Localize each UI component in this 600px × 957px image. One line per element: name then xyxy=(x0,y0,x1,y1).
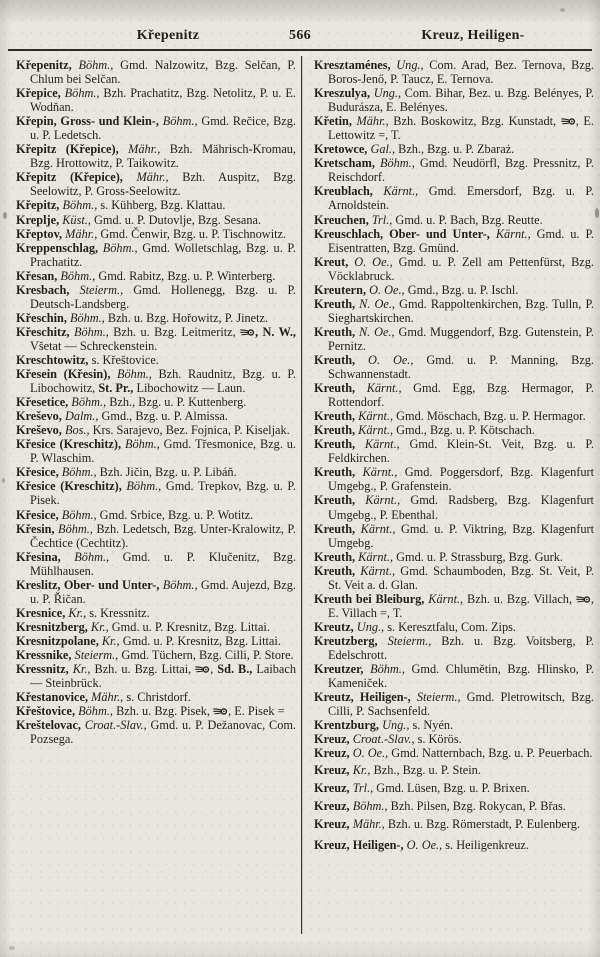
region-abbrev: Kr., xyxy=(98,633,120,648)
headword: Kreublach, xyxy=(314,184,373,199)
entry-text: Com. Arad, Bez. Ternova, Bzg. Boros-Jenő, P. Taucz, E. Ternova. xyxy=(328,58,595,87)
headword: Kreuz, xyxy=(314,763,350,778)
headword: Kreuth bei Bleiburg, xyxy=(314,591,425,606)
gazetteer-entry xyxy=(16,409,296,423)
entry-text: s. Křeštovice. xyxy=(88,352,159,367)
gazetteer-entry xyxy=(16,662,296,690)
entry-text: s. Keresztfalu, Com. Zips. xyxy=(384,619,516,634)
entry-text: Gmd. u. P. Dutovlje, Bzg. Sesana. xyxy=(90,212,262,227)
gazetteer-entry xyxy=(16,690,296,704)
region-abbrev: Mähr., xyxy=(351,114,389,129)
entry-text: Gmd. Neudörfl, Bzg. Pressnitz, P. Reischdorf. xyxy=(328,156,594,185)
headword: Kreut, xyxy=(314,254,349,269)
entry-text: Gmd. Třesmonice, Bzg. u. P. Wlaschim. xyxy=(30,437,297,466)
headword: Kressnitz, xyxy=(16,662,69,677)
gazetteer-entry xyxy=(16,269,296,283)
gazetteer-entry xyxy=(314,550,594,564)
gazetteer-entry xyxy=(16,522,296,550)
region-abbrev: Kärnt., xyxy=(355,493,401,508)
region-abbrev: Böhm., xyxy=(60,549,110,564)
region-abbrev: Trl., xyxy=(368,212,393,227)
region-abbrev: Böhm., xyxy=(121,479,162,494)
gazetteer-entry xyxy=(16,479,296,507)
headword: Kreutz, xyxy=(314,619,354,634)
entry-text: Gmd. u. P. Bach, Bzg. Reutte. xyxy=(392,212,543,227)
region-abbrev: Croat.-Slav., xyxy=(81,718,147,733)
headword: Kreuth, xyxy=(314,409,356,424)
entry-text: Gmd. Rabitz, Bzg. u. P. Winterberg. xyxy=(95,268,276,283)
scan-speckle xyxy=(3,212,7,219)
entry-text: Gmd. Natternbach, Bzg. u. P. Peuerbach. xyxy=(388,746,593,761)
gazetteer-entry xyxy=(16,142,296,170)
region-abbrev: Kärnt., xyxy=(355,381,402,396)
region-abbrev: Böhm., xyxy=(98,240,138,255)
gazetteer-entry xyxy=(314,58,594,86)
headword: Kresnitzpolane, xyxy=(16,633,99,648)
headword: Kreuth, xyxy=(314,549,356,564)
region-abbrev: Kr., xyxy=(87,619,109,634)
region-abbrev: Ung., xyxy=(379,718,410,733)
gazetteer-column-right xyxy=(314,58,594,852)
gazetteer-entry xyxy=(314,213,594,227)
entry-text: Všetat — Schreckenstein. xyxy=(30,338,158,353)
gazetteer-entry xyxy=(16,508,296,522)
entry-text: Bzh. Boskowitz, Bzg. Kunstadt, xyxy=(388,114,561,129)
gazetteer-entry xyxy=(16,704,296,718)
entry-text: Bzh. u. Bzg. Leitmeritz, xyxy=(108,324,241,339)
headword: Kreuz, xyxy=(314,799,350,814)
gazetteer-entry xyxy=(314,522,594,550)
headword: Kreuz, Heiligen-, xyxy=(314,837,404,852)
entry-text: Bzh. Prachatitz, Bzg. Netolitz, P. u. E. Wodňan. xyxy=(30,86,296,115)
entry-text: Gmd. Poggersdorf, Bzg. Klagenfurt Umgebg., P. Grafenstein. xyxy=(328,465,594,494)
gazetteer-entry xyxy=(314,838,594,852)
region-abbrev: Böhm., xyxy=(110,367,152,382)
entry-text: Gmd. u. P. Eisentratten, Bzg. Gmünd. xyxy=(328,226,594,255)
headword: Kreuz, xyxy=(314,746,350,761)
headword: Křestanovice, xyxy=(16,690,89,705)
entry-text: Gmd. Klein-St. Veit, Bzg. u. P. Feldkirchen. xyxy=(328,437,594,466)
headword: Kreševo, xyxy=(16,409,62,424)
region-abbrev: Steierm., xyxy=(410,690,461,705)
gazetteer-entry xyxy=(16,325,296,353)
gazetteer-entry xyxy=(314,114,594,142)
header-rule xyxy=(8,49,592,51)
railway-icon xyxy=(240,325,255,339)
region-abbrev: Kärnt., xyxy=(355,423,394,438)
entry-text: , xyxy=(210,662,218,677)
railway-icon xyxy=(576,592,591,606)
entry-text: Gmd. Lüsen, Bzg. u. P. Brixen. xyxy=(373,781,530,796)
region-abbrev: Böhm., xyxy=(349,799,388,814)
gazetteer-entry xyxy=(314,227,594,255)
gazetteer-entry xyxy=(16,550,296,578)
gazetteer-entry xyxy=(16,395,296,409)
entry-text: Bzh., Bzg. u. P. Kuttenberg. xyxy=(106,395,247,410)
gazetteer-entry xyxy=(314,718,594,732)
entry-text: Gmd. u. P. Klučenitz, Bzg. Mühlhausen. xyxy=(30,549,296,578)
entry-text: Bzh. Mährisch-Kromau, Bzg. Hrottowitz, P. Taikowitz. xyxy=(30,142,297,171)
headword: Kreuz, xyxy=(314,732,350,747)
gazetteer-entry xyxy=(314,732,594,746)
entry-text: , E. Villach =, T. xyxy=(328,591,594,620)
region-abbrev: O. Oe., xyxy=(348,254,393,269)
gazetteer-entry xyxy=(314,746,594,760)
entry-text: Gmd. Rečice, Bzg. u. P. Ledetsch. xyxy=(30,114,296,143)
gazetteer-entry xyxy=(16,283,296,311)
entry-text: Gmd. Trepkov, Bzg. u. P. Pisek. xyxy=(30,479,296,508)
gazetteer-entry xyxy=(314,437,594,465)
entry-text: Gmd. Rappoltenkirchen, Bzg. Tulln, P. Sieghartskirchen. xyxy=(328,296,594,325)
gazetteer-entry xyxy=(16,634,296,648)
headword: Křepitz (Křepice), xyxy=(16,142,119,157)
entry-text: s. Heiligenkreuz. xyxy=(442,837,529,852)
headword: Kreuth, xyxy=(314,563,356,578)
headword: Kreplje, xyxy=(16,212,60,227)
headword: Křesin, xyxy=(16,521,55,536)
region-abbrev: Böhm., xyxy=(75,704,113,719)
entry-text: Gmd. u. P. Viktring, Bzg. Klagenfurt Umgebg. xyxy=(328,521,594,550)
gazetteer-entry xyxy=(314,184,594,212)
headword: Křepenitz, xyxy=(16,58,72,72)
region-abbrev: Böhm., xyxy=(71,58,114,72)
gazetteer-entry xyxy=(16,423,296,437)
region-abbrev: Mähr., xyxy=(62,226,98,241)
gazetteer-entry xyxy=(314,781,594,795)
scan-speckle xyxy=(9,946,15,950)
headword: Křeschin, xyxy=(16,310,67,325)
headword: Kreuth, xyxy=(314,296,356,311)
gazetteer-entry xyxy=(314,297,594,325)
headword: Kreuschlach, Ober- und Unter-, xyxy=(314,226,490,241)
entry-text: Gmd. Hollenegg, Bzg. u. P. Deutsch-Landsberg. xyxy=(30,282,296,311)
railway-icon xyxy=(561,114,576,128)
headword: Kreszulya, xyxy=(314,86,371,101)
entry-text: , E. Lettowitz =, T. xyxy=(328,114,595,143)
headword: Kreuchen, xyxy=(314,212,369,227)
entry-text: Gmd., Bzg. u. P. Kötschach. xyxy=(393,423,535,438)
region-abbrev: Kärnt., xyxy=(355,437,400,452)
entry-text: s. Kühberg, Bzg. Klattau. xyxy=(97,198,226,213)
entry-text: , E. Pisek = xyxy=(228,704,285,719)
region-abbrev: Mähr., xyxy=(349,817,385,832)
entry-text: Gmd. u. P. Strassburg, Bzg. Gurk. xyxy=(393,549,563,564)
region-abbrev: O. Oe., xyxy=(366,282,405,297)
region-abbrev: N. Oe., xyxy=(355,324,395,339)
entry-text: Bzh. u. Bzg. Villach, xyxy=(463,591,576,606)
entry-text: Gmd., Bzg. u. P. Almissa. xyxy=(98,409,228,424)
gazetteer-entry xyxy=(314,690,594,718)
gazetteer-entry xyxy=(16,606,296,620)
scan-speckle xyxy=(560,8,565,12)
region-abbrev: Böhm., xyxy=(363,662,405,677)
gazetteer-entry xyxy=(16,58,296,86)
region-abbrev: Böhm., xyxy=(58,465,97,480)
entry-text: Bzh. Auspitz, Bzg. Seelowitz, P. Gross-Seelowitz. xyxy=(30,170,296,199)
headword: Kreuz, xyxy=(314,781,350,796)
headword: Křesina, xyxy=(16,549,61,564)
gazetteer-entry xyxy=(16,353,296,367)
headword: Kreštelovac, xyxy=(16,718,81,733)
running-head-left: Křepenitz xyxy=(136,28,200,43)
headword: Krentzburg, xyxy=(314,718,380,733)
gazetteer-entry xyxy=(314,255,594,283)
gazetteer-entry xyxy=(314,662,594,690)
headword: Kreuth, xyxy=(314,437,356,452)
entry-text: Com. Bihar, Bez. u. Bzg. Belényes, P. Budurásza, E. Belényes. xyxy=(328,86,594,115)
region-abbrev: Böhm., xyxy=(121,437,160,452)
headword: Kresnice, xyxy=(16,605,66,620)
railway-icon xyxy=(213,704,228,718)
railway-icon xyxy=(195,662,210,676)
region-abbrev: Böhm., xyxy=(54,521,93,536)
entry-text: Gmd. u. P. Kresnitz, Bzg. Littai. xyxy=(119,633,281,648)
region-abbrev: Kärnt., xyxy=(355,549,394,564)
page-number: 566 xyxy=(289,28,311,43)
headword: Kresbach, xyxy=(16,282,70,297)
region-abbrev: Gal., xyxy=(367,142,396,157)
gazetteer-entry xyxy=(16,227,296,241)
headword: Kreutzberg, xyxy=(314,633,378,648)
gazetteer-entry xyxy=(314,353,594,381)
headword: Kreuz, xyxy=(314,817,350,832)
region-abbrev: Böhm., xyxy=(59,198,98,213)
headword: Křesein (Křesin), xyxy=(16,367,111,382)
region-abbrev: Küst., xyxy=(59,212,91,227)
headword: Kreuth, xyxy=(314,324,356,339)
headword: Kresnitzberg, xyxy=(16,619,88,634)
column-divider-rule xyxy=(301,56,303,934)
region-abbrev: Böhm., xyxy=(68,395,107,410)
entry-text: Bzh. Raudnitz, Bzg. u. P. Libochowitz, xyxy=(30,367,296,396)
entry-text: Gmd. Muggendorf, Bzg. Gutenstein, P. Pernitz. xyxy=(328,324,594,353)
gazetteer-entry xyxy=(314,634,594,662)
entry-text: s. Nyén. xyxy=(409,718,454,733)
gazetteer-entry xyxy=(314,409,594,423)
region-abbrev: Steierm., xyxy=(71,647,119,662)
headword: Křesice (Kreschitz), xyxy=(16,479,122,494)
region-abbrev: Kr., xyxy=(349,763,371,778)
entry-text: Gmd. Wolletschlag, Bzg. u. P. Prachatitz. xyxy=(30,240,296,269)
headword: Křepice, xyxy=(16,86,61,101)
entry-text: Gmd. Chlumětin, Bzg. Hlinsko, P. Kameniček. xyxy=(328,662,595,691)
region-abbrev: N. Oe., xyxy=(355,296,396,311)
entry-text: Gmd. u. P. Dežanovac, Com. Pozsega. xyxy=(30,718,296,747)
gazetteer-entry xyxy=(16,311,296,325)
gazetteer-entry xyxy=(314,493,594,521)
gazetteer-entry xyxy=(16,578,296,606)
gazetteer-entry xyxy=(16,170,296,198)
region-abbrev: Steierm., xyxy=(377,633,432,648)
region-abbrev: Trl., xyxy=(349,781,374,796)
region-abbrev: Mähr., xyxy=(118,142,161,157)
gazetteer-entry xyxy=(314,799,594,813)
entry-text: Bzh. Ledetsch, Bzg. Unter-Kralowitz, P. Čechtice (Cechtitz). xyxy=(30,521,296,550)
gazetteer-entry xyxy=(16,241,296,269)
headword: Křesan, xyxy=(16,268,58,283)
region-abbrev: Mähr., xyxy=(88,690,124,705)
gazetteer-entry xyxy=(16,367,296,395)
entry-text: Gmd. Nalzowitz, Bzg. Selčan, P. Chlum bei Selčan. xyxy=(30,58,296,87)
headword: Křeštovice, xyxy=(16,704,76,719)
entry-text: Bzh., Bzg. u. P. Zbaraż. xyxy=(395,142,515,157)
headword: Kreutern, xyxy=(314,282,367,297)
entry-text: Bzh., Bzg. u. P. Stein. xyxy=(370,763,481,778)
gazetteer-entry xyxy=(314,325,594,353)
region-abbrev: Kr., xyxy=(65,605,87,620)
entry-text: s. Christdorf. xyxy=(123,690,191,705)
entry-text: Gmd. u. P. Manning, Bzg. Schwannenstadt. xyxy=(328,352,594,382)
gazetteer-entry xyxy=(16,437,296,465)
gazetteer-entry xyxy=(314,763,594,777)
region-abbrev: Dalm., xyxy=(61,409,99,424)
region-abbrev: Ung., xyxy=(353,619,385,634)
headword: St. Pr., xyxy=(98,381,134,396)
gazetteer-entry xyxy=(314,142,594,156)
region-abbrev: Kärnt., xyxy=(355,409,394,424)
headword: Kreuth, xyxy=(314,423,356,438)
entry-text: Gmd. Schaumboden, Bzg. St. Veit, P. St. Veit a. d. Glan. xyxy=(328,563,594,592)
entry-text: Gmd. Pletrowitsch, Bzg. Cilli, P. Sachsenfeld. xyxy=(328,690,595,719)
headword: Křesetice, xyxy=(16,395,69,410)
headword: Křepitz, xyxy=(16,198,60,213)
running-head-right: Kreuz, Heiligen- xyxy=(421,28,525,43)
region-abbrev: Kärnt., xyxy=(355,465,398,480)
entry-text: Gmd. u. P. Zell am Pettenfürst, Bzg. Vöcklabruck. xyxy=(328,254,594,283)
region-abbrev: Böhm., xyxy=(60,86,100,101)
region-abbrev: Böhm., xyxy=(57,268,96,283)
entry-text: Gmd. Srbice, Bzg. u. P. Wotitz. xyxy=(96,507,254,522)
entry-text: Bzh. u. Bzg. Hořowitz, P. Jinetz. xyxy=(104,310,269,325)
gazetteer-entry xyxy=(16,648,296,662)
entry-text: Gmd. Tüchern, Bzg. Cilli, P. Store. xyxy=(118,647,294,662)
gazetteer-column-left xyxy=(16,58,296,746)
gazetteer-entry xyxy=(314,86,594,114)
region-abbrev: Kärnt., xyxy=(489,226,531,241)
region-abbrev: Bos., xyxy=(61,423,90,438)
gazetteer-entry xyxy=(16,213,296,227)
headword: , N. W., xyxy=(255,324,296,339)
gazetteer-entry xyxy=(16,718,296,746)
entry-text: Bzh. u. Bzg. Pisek, xyxy=(113,704,214,719)
region-abbrev: Böhm., xyxy=(69,324,109,339)
region-abbrev: Böhm., xyxy=(158,114,198,129)
headword: Kreslitz, Ober- und Unter-, xyxy=(16,577,160,592)
entry-text: Bzh. Jičin, Bzg. u. P. Libáň. xyxy=(96,465,237,480)
headword: Kreuth, xyxy=(314,465,356,480)
gazetteer-entry xyxy=(314,156,594,184)
headword: Kreuth, xyxy=(314,381,356,396)
gazetteer-entry xyxy=(16,465,296,479)
headword: Kreutzer, xyxy=(314,662,364,677)
headword: Sd. B., xyxy=(217,662,253,677)
headword: Křepin, Gross- und Klein-, xyxy=(16,114,159,129)
gazetteer-entry xyxy=(16,620,296,634)
gazetteer-entry xyxy=(314,423,594,437)
entry-text: Gmd. Aujezd, Bzg. u. P. Řičan. xyxy=(30,577,296,606)
entry-text: Bzh. Pilsen, Bzg. Rokycan, P. Břas. xyxy=(387,799,566,814)
region-abbrev: O. Oe., xyxy=(355,352,414,367)
region-abbrev: Böhm., xyxy=(159,577,198,592)
region-abbrev: Mähr., xyxy=(122,170,169,185)
entry-text: Gmd. Emersdorf, Bzg. u. P. Arnoldstein. xyxy=(328,184,594,213)
headword: Křesice (Kreschitz), xyxy=(16,437,122,452)
region-abbrev: Steierm., xyxy=(69,282,124,297)
entry-text: Gmd. Egg, Bzg. Hermagor, P. Rottendorf. xyxy=(328,381,594,410)
gazetteer-entry xyxy=(314,592,594,620)
headword: Kreuth, xyxy=(314,352,356,367)
entry-text: Bzh. u. Bzg. Römerstadt, P. Eulenberg. xyxy=(384,817,580,832)
entry-text: Krs. Sarajevo, Bez. Fojnica, P. Kiseljak. xyxy=(89,423,290,438)
entry-text: Gmd., Bzg. u. P. Ischl. xyxy=(404,282,519,297)
entry-text: Gmd. Čenwir, Bzg. u. P. Tischnowitz. xyxy=(97,226,287,241)
entry-text: Laibach — Steinbrück. xyxy=(30,662,296,691)
region-abbrev: O. Oe., xyxy=(403,837,443,852)
gazetteer-entry xyxy=(16,198,296,212)
scan-speckle xyxy=(595,208,599,218)
gazetteer-entry xyxy=(16,114,296,142)
headword: Kreppenschlag, xyxy=(16,240,99,255)
headword: Křeschitz, xyxy=(16,324,70,339)
entry-text: Gmd. Radsberg, Bzg. Klagenfurt Umgebg., P. Ebenthal. xyxy=(328,493,594,522)
headword: Kressnike, xyxy=(16,647,72,662)
region-abbrev: Croat.-Slav., xyxy=(349,732,415,747)
entry-text: Bzh. u. Bzg. Voitsberg, P. Edelschrott. xyxy=(328,633,594,662)
region-abbrev: O. Oe., xyxy=(349,746,389,761)
region-abbrev: Kärnt., xyxy=(424,591,464,606)
scan-speckle xyxy=(2,478,5,483)
headword: Křepitz (Křepice), xyxy=(16,170,123,185)
headword: Kreuth, xyxy=(314,521,356,536)
region-abbrev: Ung., xyxy=(390,58,424,72)
region-abbrev: Kr., xyxy=(68,662,91,677)
entry-text: Gmd. Möschach, Bzg. u. P. Hermagor. xyxy=(393,409,586,424)
gazetteer-entry xyxy=(314,817,594,831)
headword: Kreševo, xyxy=(16,423,62,438)
headword: Kretowce, xyxy=(314,142,368,157)
region-abbrev: Kärnt., xyxy=(355,563,396,578)
headword: Kreutz, Heiligen-, xyxy=(314,690,411,705)
region-abbrev: Ung., xyxy=(370,86,402,101)
region-abbrev: Böhm., xyxy=(58,507,97,522)
gazetteer-entry xyxy=(314,381,594,409)
headword: Křesice, xyxy=(16,465,59,480)
gazetteer-entry xyxy=(314,564,594,592)
gazetteer-entry xyxy=(16,86,296,114)
region-abbrev: Böhm., xyxy=(374,156,415,171)
region-abbrev: Kärnt., xyxy=(355,521,396,536)
gazetteer-entry xyxy=(314,283,594,297)
gazetteer-entry xyxy=(314,620,594,634)
region-abbrev: Kärnt., xyxy=(372,184,419,199)
headword: Křetin, xyxy=(314,114,352,129)
headword: Křesice, xyxy=(16,507,59,522)
entry-text: Libochowitz — Laun. xyxy=(133,381,246,396)
region-abbrev: Böhm., xyxy=(66,310,105,325)
headword: Kreschtowitz, xyxy=(16,352,89,367)
headword: Kreuth, xyxy=(314,493,356,508)
headword: Kretscham, xyxy=(314,156,375,171)
entry-text: Bzh. u. Bzg. Littai, xyxy=(90,662,196,677)
gazetteer-entry xyxy=(314,465,594,493)
headword: Křeptov, xyxy=(16,226,63,241)
entry-text: s. Körös. xyxy=(414,732,462,747)
headword: Kresztaménes, xyxy=(314,58,391,72)
entry-text: s. Kressnitz. xyxy=(86,605,150,620)
entry-text: Gmd. u. P. Kresnitz, Bzg. Littai. xyxy=(108,619,270,634)
